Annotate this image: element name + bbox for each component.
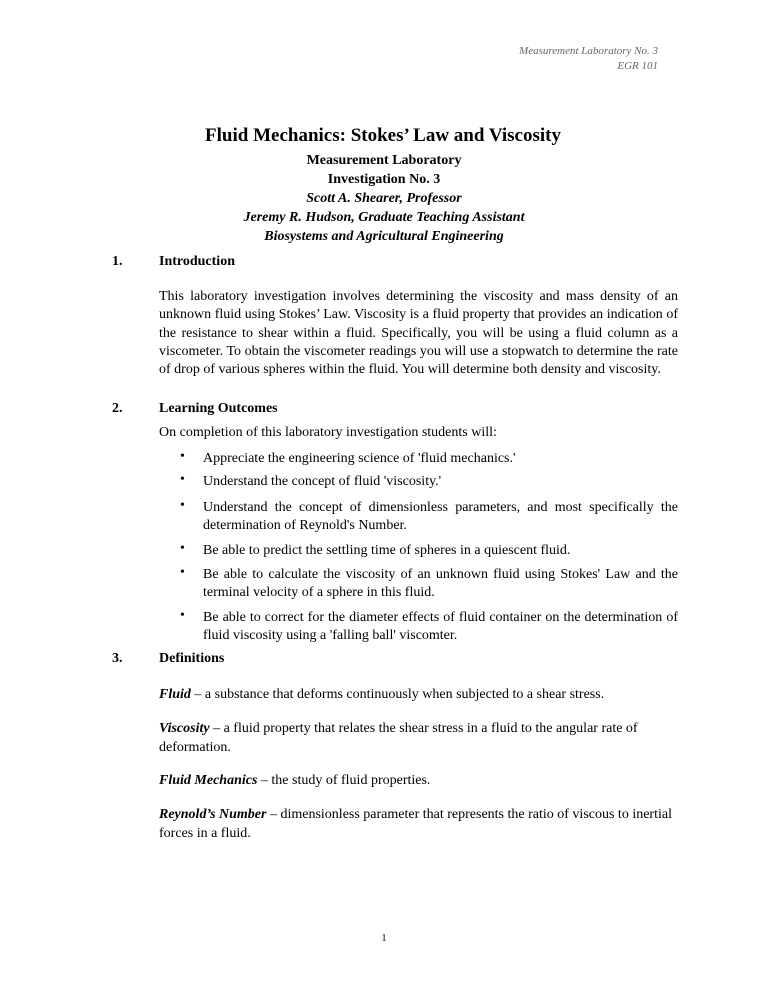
running-header [519,44,658,74]
definition-term: Fluid [159,687,191,702]
outcome-item: Appreciate the engineering science of 'fluid mechanics.' [203,451,516,466]
subtitle-investigation: Investigation No. 3 [327,172,441,187]
definition-term: Fluid Mechanics [159,773,258,788]
definition-text: – a substance that deforms continuously when subjected to a shear stress. [190,687,605,702]
definition-text: – a fluid property that relates the shear stress in a fluid to the angular rate of deformation. [159,721,638,755]
author-line: Scott A. Shearer, Professor [306,191,462,206]
section-heading-learning-outcomes: Learning Outcomes [159,401,278,416]
title-block [0,124,768,246]
outcome-item: Be able to predict the settling time of spheres in a quiescent fluid. [203,543,571,558]
subtitle-lab: Measurement Laboratory [306,153,462,168]
definition-term: Viscosity [159,721,210,736]
document-title: Fluid Mechanics: Stokes’ Law and Viscosity [205,125,561,146]
outcome-item: Understand the concept of dimensionless parameters, and most specifically the determination of Reynold's Number. [203,500,678,534]
bullet-marker: • [180,541,185,556]
assistant-line: Jeremy R. Hudson, Graduate Teaching Assistant [243,210,525,225]
bullet-marker: • [180,472,185,487]
outcomes-intro: On completion of this laboratory investigation students will: [159,425,497,440]
bullet-marker: • [180,449,185,464]
bullet-marker: • [180,565,185,580]
header-course: EGR 101 [617,60,658,72]
outcome-item: Be able to calculate the viscosity of an unknown fluid using Stokes' Law and the terminal velocity of a sphere in this fluid. [203,567,678,601]
outcome-item: Understand the concept of fluid 'viscosity.' [203,474,442,489]
section-number: 3. [112,651,123,666]
outcome-item: Be able to correct for the diameter effects of fluid container on the determination of fluid viscosity using a 'falling ball' viscomter. [203,610,678,644]
introduction-paragraph: This laboratory investigation involves determining the viscosity and mass density of an unknown fluid using Stokes’ Law. Viscosity is a fluid property that provides an indication of the resistance to shear within a fluid. Specifically, you will be using a fluid column as a viscometer. To obtain the viscometer readings you will use a stopwatch to determine the rate of drop of various spheres within the fluid. You will determine both density and viscosity. [159,289,678,378]
section-heading-introduction: Introduction [159,254,235,269]
definition-viscosity [159,720,678,757]
bullet-marker: • [180,608,185,623]
definition-fluid-mechanics [159,772,678,791]
section-heading-definitions: Definitions [159,651,225,666]
page-number: 1 [381,933,387,944]
section-number: 2. [112,401,123,416]
definition-text: – the study of fluid properties. [257,773,431,788]
header-lab-name: Measurement Laboratory No. 3 [519,45,658,57]
definition-term: Reynold’s Number [159,807,267,822]
bullet-marker: • [180,498,185,513]
definition-fluid [159,686,678,705]
department-line: Biosystems and Agricultural Engineering [264,229,504,244]
definition-text: – dimensionless parameter that represents the ratio of viscous to inertial forces in a fluid. [159,807,672,841]
section-number: 1. [112,254,123,269]
definition-reynolds-number [159,806,678,843]
